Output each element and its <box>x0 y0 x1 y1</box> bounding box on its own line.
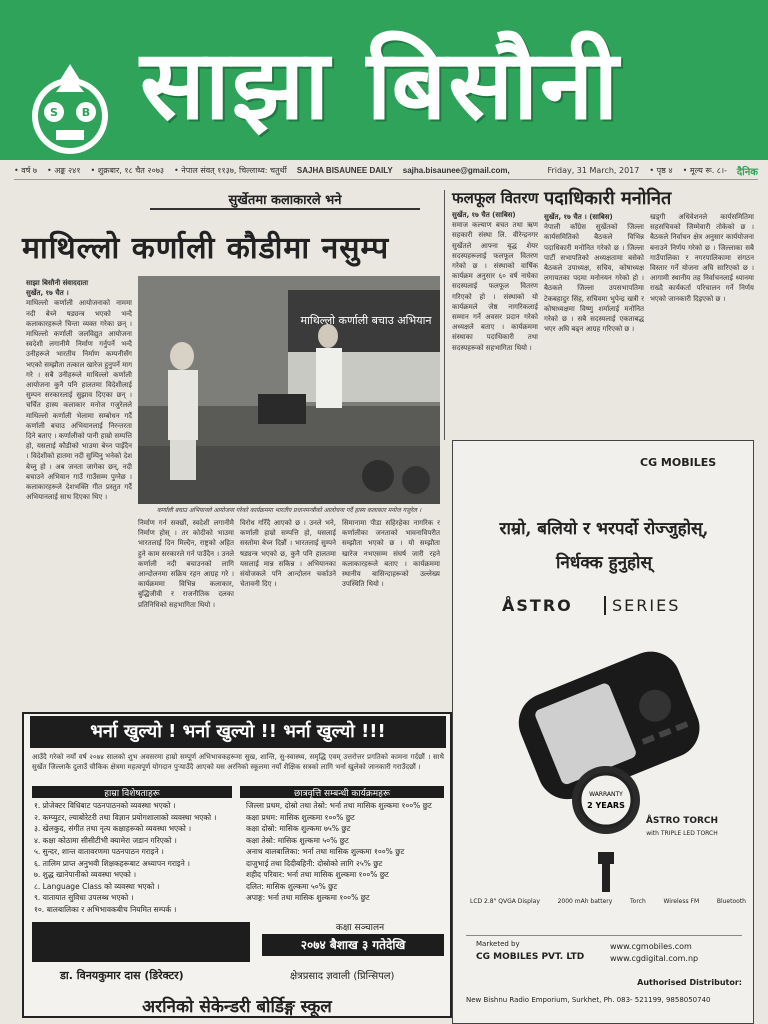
astro-label: ÅSTRO <box>502 596 573 615</box>
feature-item: ९. यातायात सुविधा उपलब्ध भएको । <box>34 893 134 902</box>
scholarship-item: अपाङ्ग: भर्ना तथा मासिक शुल्कमा १००% छुट <box>246 893 370 902</box>
photo-banner-text: माथिल्लो कर्णाली बचाउ अभियान <box>300 314 432 327</box>
distributor-label: Authorised Distributor: <box>637 978 742 987</box>
padadhikari-story-col2: खड्गी अधिवेशनले कार्यसमितिमा सहसचिवको जिम्मेवारी तोकेको छ । बैठकले निर्वाचन क्षेत्र अनुसार कार्ययोजना बनाउने निर्णय गरेको छ । जिल्लाका सबै गाउँपालिका र नगरपालिकामा संगठन विस्तार गर्ने योजना अघि सारिएको छ । आगामी स्थानीय तह निर्वाचनलाई ध्यानमा राख्दै कार्यकर्ता परिचालन गर्ने निर्णय भएको जानकारी दिइएको छ । <box>650 213 754 303</box>
price: • मूल्य रू. ८।- <box>682 166 727 175</box>
admission-date: २०७४ बैशाख ३ गतेदेखि <box>262 934 444 956</box>
stage-photo-illustration <box>138 276 440 504</box>
english-date: Friday, 31 March, 2017 <box>547 166 640 175</box>
scholarship-item: शहीद परिवार: भर्ना तथा मासिक शुल्कमा १००% छुट <box>246 870 389 879</box>
feature-item: ४. कक्षा कोठामा सीसीटीभी क्यामेरा जडान गरिएको । <box>34 835 177 845</box>
admission-info: कक्षा सञ्चालन <box>335 923 385 933</box>
newspaper-logo <box>18 60 122 156</box>
website-1: www.cgmobiles.com <box>610 942 692 951</box>
scholarship-heading: छात्रवृत्ति सम्बन्धी कार्यक्रमहरू <box>240 786 444 798</box>
torch-title: ÅSTRO TORCH <box>645 816 719 826</box>
marketed-by-label: Marketed by <box>476 940 520 948</box>
scholarship-item: कक्षा प्रथम: मासिक शुल्कमा १००% छुट <box>246 812 355 822</box>
main-story-body-1: माथिल्लो कर्णाली आयोजनाको नाममा नदी बेच्ने षड्यन्त्र भएको भन्दै कलाकारहरूले चिन्ता व्यक्त गरेका छन् । माथिल्लो कर्णाली जलविद्युत आयोजना स्वदेशी लगानीमै निर्माण गर्नुपर्ने भन्दै उनीहरूले भारतीय निर्माण कम्पनीसँग भएको सम्झौता तत्काल खारेज हुनुपर्ने माग गरे । सबै उनीहरूले माथिल्लो कर्णाली आयोजना कुनै पनि हालतमा विदेशीलाई सुम्पन सरकारलाई सुझाव दिएका छन् । चर्चित हास्य कलाकार मनोज गजुरेलले माथिल्लो कर्णाली भेलामा सम्बोधन गर्दै कर्णाली बचाउ अभियानलाई निरन्तरता दिने बताए । कर्णालीको पानी हाम्रो सम्पत्ति हो, यसलाई कौडीको भाउमा बेच्न पाइँदैन । विदेशीको हातमा नदी सुम्पिनु भनेको देश बेच्नु हो । अब जनता जागेका छन्, नदी बचाउने अभियान गाउँ गाउँसम्म पुग्नेछ । कलाकारहरूले देशभक्ति गीत प्रस्तुत गर्दै अभियानलाई साथ दिएका थिए । <box>26 299 132 502</box>
falful-story <box>452 210 538 438</box>
photo-caption: कर्णाली बचाउ अभियानले आयोजना गरेको कार्यक्रममा भारतीय प्रधानमन्त्रीको आलोचना गर्दै हास्य कलाकार मनोज गजुरेल । <box>156 507 422 514</box>
padadhikari-headline: पदाधिकारी मनोनित <box>544 188 672 209</box>
newspaper-title: साझा बिसौनी <box>140 28 621 141</box>
padadhikari-dateline: सुर्खेत, १७ चैत । (साबिस) <box>544 213 613 221</box>
main-story-photo <box>138 276 440 504</box>
scholarship-item: दाजुभाई तथा दिदीबहिनी: दोस्रोको लागि २५% छुट <box>246 858 383 868</box>
main-story-col4: सिमानामा पीडा सहिरहेका नागरिक र कर्णालीका जनताको भावनाविपरीत सम्झौता भएको छ । यो सम्झौता खारेज नभएसम्म संघर्ष जारी रहने कलाकारहरूले बताए । कार्यक्रममा स्थानीय बासिन्दाहरूको उल्लेख्य उपस्थिति थियो । <box>342 519 440 589</box>
story-kicker: सुर्खेतमा कलाकारले भने <box>150 190 420 210</box>
scholarship-item: दलित: मासिक शुल्कमा ५०% छुट <box>246 881 338 891</box>
cg-tagline-1: राम्रो, बलियो र भरपर्दो रोज्जुहोस्, <box>499 519 709 539</box>
main-story-col1 <box>26 278 132 708</box>
warranty-text: WARRANTY <box>589 791 623 798</box>
cg-brand: CG MOBILES <box>640 456 717 469</box>
fm-feature: Wireless FM <box>663 898 700 905</box>
website-2: www.cgdigital.com.np <box>610 954 699 963</box>
battery-feature: 2000 mAh battery <box>557 898 613 905</box>
series-label: SERIES <box>604 596 680 615</box>
email: sajha.bisaunee@gmail.com, <box>402 166 510 175</box>
pages: • पृष्ठ ४ <box>649 166 673 175</box>
padadhikari-story-col1 <box>544 212 644 438</box>
warranty-years: 2 YEARS <box>587 801 625 810</box>
info-bar <box>14 162 758 180</box>
torch-subtitle: with TRIPLE LED TORCH <box>646 830 718 837</box>
nepal-samvat: • नेपाल संवत् ११३७, चिल्लाथ्व: चतुर्थी <box>174 166 287 175</box>
daily-label: दैनिक <box>736 166 758 178</box>
feature-item: ६. तालिम प्राप्त अनुभवी शिक्षकहरूबाट अध्यापन गराइने । <box>34 858 190 868</box>
features-heading: हाम्रा विशेषताहरू <box>32 786 232 798</box>
main-story-col2: निर्माण गर्न सक्छौं, स्वदेशी लगानीमै निर्माण होस् । तर कोदीको भाउमा भारतलाई दिन मिल्दैन, राष्ट्रको अहित हुने काम सरकारले गर्न पाउँदैन । उनले कर्णाली नदी बचाउनको लागि आन्दोलनमा सक्रिय रहन आग्रह गरे । कार्यक्रममा विभिन्न कलाकार, बुद्धिजीवी र राजनीतिक दलका प्रतिनिधिको सहभागिता थियो । <box>138 519 234 609</box>
feature-item: ३. खेलकुद, संगीत तथा नृत्य कक्षाहरूको व्यवस्था भएको । <box>34 824 192 833</box>
main-headline: माथिल्लो कर्णाली कौडीमा नसुम्प <box>22 231 390 266</box>
company-name: CG MOBILES PVT. LTD <box>476 952 585 962</box>
features-list <box>34 800 234 916</box>
feature-item: २. कम्प्युटर, ल्याबोरेटरी तथा विज्ञान प्रयोगशालाको व्यवस्था भएको । <box>34 812 217 822</box>
feature-icons <box>470 898 746 905</box>
scholarship-item: कक्षा दोस्रो: मासिक शुल्कमा ७५% छुट <box>246 824 351 833</box>
falful-body: समाज कल्याण बचत तथा ऋण सहकारी संस्था लि. वीरेन्द्रनगर सुर्खेतले आफ्ना बृद्ध शेयर सदस्यहरूलाई फलफूल वितरण गरेको छ । संस्थाको वार्षिक कार्यक्रम अनुसार ६० वर्ष नाघेका सदस्यलाई फलफूल वितरण गरिएको हो । संस्थाको यो कार्यक्रमले जेष्ठ नागरिकलाई सम्मान गर्ने अवसर प्रदान गरेको अध्यक्षले बताए । कार्यक्रममा संस्थाका पदाधिकारी तथा सदस्यहरूको सहभागिता थियो । <box>452 221 538 352</box>
year: • वर्ष ७ <box>14 166 38 175</box>
torch-feature: Torch <box>630 898 646 905</box>
admission-banner: भर्ना खुल्यो ! भर्ना खुल्यो !! भर्ना खुल्यो !!! <box>30 716 446 748</box>
feature-item: १०. बालबालिका र अभिभावकबीच नियमित सम्पर्क । <box>34 904 177 914</box>
scholarship-item: अनाथ बालबालिका: भर्ना तथा मासिक शुल्कमा १००% छुट <box>246 847 405 856</box>
issue: • अङ्क २४१ <box>47 166 81 175</box>
cg-tagline-2: निर्धक्क हुनुहोस् <box>556 553 652 573</box>
falful-headline: फलफूल वितरण <box>452 189 539 207</box>
distributor-info: New Bishnu Radio Emporium, Surkhet, Ph. 083- 521199, 9858050740 <box>466 996 711 1004</box>
byline: साझा बिसौनी संवाददाता <box>26 279 89 287</box>
padadhikari-body: नेपाली काँग्रेस सुर्खेतको जिल्ला कार्यसमितिको बैठकले विभिन्न पदाधिकारी मनोनित गरेको छ । जिल्ला पार्टी सभापतिको अध्यक्षतामा बसेको बैठकले उपाध्यक्ष, सचिव, कोषाध्यक्ष लगायतका पदमा मनोनयन गरेको हो । बैठकले जिल्ला उपसभापतिमा टेकबहादुर सिंह, सचिवमा भुपेन्द्र खत्री र कोषाध्यक्षमा विष्णु शर्मालाई मनोनित गरेको छ । सबै सदस्यलाई एकताबद्ध भएर अघि बढ्न आग्रह गरिएको छ । <box>544 223 644 334</box>
logo-letter-s: S <box>50 106 58 119</box>
feature-item: ७. शुद्ध खानेपानीको व्यवस्था भएको । <box>34 870 137 879</box>
logo-letter-b: B <box>81 106 91 119</box>
principal-name: क्षेत्रप्रसाद ज्ञवाली (प्रिन्सिपल) <box>290 971 395 982</box>
paper-name-english: SAJHA BISAUNEE DAILY <box>296 166 393 175</box>
torch-icon <box>594 850 618 894</box>
admission-intro: आउँदै गरेको नयाँ वर्ष २०७४ सालको शुभ अवसरमा हाम्रो सम्पूर्ण अभिभावकहरूमा सुख, शान्ति, सु-स्वास्थ्य, समृद्धि एवम् उत्तरोत्तर प्रगतिको कामना गर्दछौं । साथै सुर्खेत जिल्लाकै दुलाउँ चौकिक क्षेत्रमा महत्वपूर्ण योगदान पुऱ्याउँदै आएको यस अरनिको स्कूलमा नयाँ शैक्षिक सत्रको लागि भर्ना खुलेको जानकारी गराउँदछौं । <box>32 753 444 772</box>
bluetooth-feature: Bluetooth <box>716 898 746 905</box>
scholarship-item: जिल्ला प्रथम, दोस्रो तथा तेस्रो: भर्ना तथा मासिक शुल्कमा १००% छुट <box>246 801 432 810</box>
column-divider <box>444 190 445 440</box>
feature-item: १. प्रोजेक्टर विधिबाट पठनपाठनको व्यवस्था भएको । <box>34 801 176 810</box>
display-feature: LCD 2.8" QVGA Display <box>470 898 540 905</box>
director-name: डा. विनयकुमार दास (डिरेक्टर) <box>60 969 184 982</box>
feature-item: ८. Language Class को व्यवस्था भएको । <box>34 881 160 891</box>
feature-item: ५. सुन्दर, शान्त वातावरणमा पठनपाठन गराइने । <box>34 847 164 856</box>
school-name: अरनिको सेकेन्डरी बोर्डिङ्ग स्कूल <box>142 997 332 1017</box>
scholarship-list <box>246 800 446 916</box>
nepali-date: • शुक्रबार, १८ चैत २०७३ <box>90 166 165 175</box>
main-story-col3: विरोध गरिँदै आएको छ । उनले भने, कर्णाली हाम्रो सम्पत्ति हो, यसलाई सस्तोमा बेच्न दिन्नौं । भारतलाई सुम्पने षड्यन्त्र भएको छ, कुनै पनि हालतमा यसलाई मान्न सकिन्न । अभियानका संयोजकले पनि आन्दोलन चर्काउने चेतावनी दिए । <box>240 519 336 589</box>
dateline: सुर्खेत, १७ चैत । <box>26 289 69 298</box>
scholarship-item: कक्षा तेस्रो: मासिक शुल्कमा ५०% छुट <box>246 835 349 845</box>
contact-box <box>32 922 250 962</box>
falful-dateline: सुर्खेत, १७ चैत (साबिस) <box>452 211 516 219</box>
